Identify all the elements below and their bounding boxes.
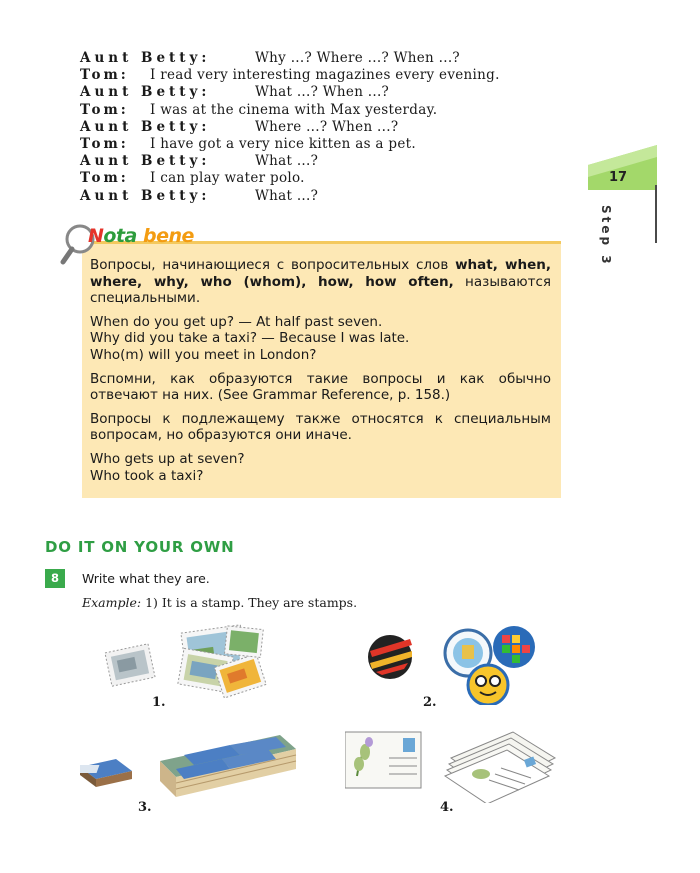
speaker-name: Tom: <box>80 67 129 84</box>
nb-rule-2: Вспомни, как образуются такие вопросы и как обычно отвечают на них. (See Grammar Reference, p. 158.) <box>90 370 551 404</box>
dialog-line <box>80 50 560 67</box>
speaker-name: Aunt Betty: <box>80 84 211 101</box>
speaker-name: Aunt Betty: <box>80 153 211 170</box>
section-title: DO IT ON YOUR OWN <box>45 538 235 556</box>
dialog-text: I read very interesting magazines every evening. <box>150 67 500 84</box>
nota-bene-text <box>90 257 551 491</box>
speaker-name: Aunt Betty: <box>80 187 211 204</box>
picture-label-1: 1. <box>152 695 166 710</box>
speaker-name: Aunt Betty: <box>80 118 211 135</box>
dialog-text: I was at the cinema with Max yesterday. <box>150 101 438 118</box>
nota-bene-title: Nota bene <box>88 225 194 247</box>
stamps-picture <box>100 620 270 700</box>
dialog-line <box>80 84 560 101</box>
picture-label-3: 3. <box>138 800 152 815</box>
speaker-name: Aunt Betty: <box>80 50 211 66</box>
nb-examples-1: When do you get up? — At half past seven. Why did you take a taxi? — Because I was late. Who(m) will you meet in London? <box>90 313 410 363</box>
page-number: 17 <box>608 170 628 185</box>
picture-label-2: 2. <box>423 695 437 710</box>
dialog-text: I have got a very nice kitten as a pet. <box>150 135 416 152</box>
speaker-name: Tom: <box>80 101 129 118</box>
dialog-line <box>80 67 560 84</box>
dialog-line <box>80 188 560 205</box>
speaker-name: Tom: <box>80 135 129 152</box>
nb-rule-3: Вопросы к подлежащему также относятся к специальным вопросам, но образуются они иначе. <box>90 410 551 444</box>
dialog-text: I can play water polo. <box>150 170 305 187</box>
exercise-number: 8 <box>45 569 65 588</box>
nb-rule-1: Вопросы, начинающиеся с вопросительных слов what, when, where, why, who (whom), how, how often, называются специальными. <box>90 257 551 307</box>
dialog-text: What ...? <box>255 187 319 204</box>
badges-picture <box>362 625 542 705</box>
picture-label-4: 4. <box>440 800 454 815</box>
dialog-text: What ...? When ...? <box>255 84 390 101</box>
dialog-text: What ...? <box>255 153 319 170</box>
exercise-example: Example: 1) It is a stamp. They are stamps. <box>82 595 358 610</box>
dialog-text: Why ...? Where ...? When ...? <box>255 50 460 66</box>
speaker-name: Tom: <box>80 170 129 187</box>
dialogue <box>80 50 560 205</box>
dialog-line <box>80 119 560 136</box>
step-label: Step 3 <box>599 205 613 267</box>
page-tab-divider <box>655 185 657 243</box>
dialog-line <box>80 136 560 153</box>
postcards-picture <box>345 728 560 803</box>
nb-examples-2: Who gets up at seven? Who took a taxi? <box>90 450 245 484</box>
dialog-text: Where ...? When ...? <box>255 118 399 135</box>
dialog-line <box>80 170 560 187</box>
matchboxes-picture <box>80 725 300 805</box>
dialog-line <box>80 153 560 170</box>
exercise-instruction: Write what they are. <box>82 571 210 586</box>
dialog-line <box>80 102 560 119</box>
